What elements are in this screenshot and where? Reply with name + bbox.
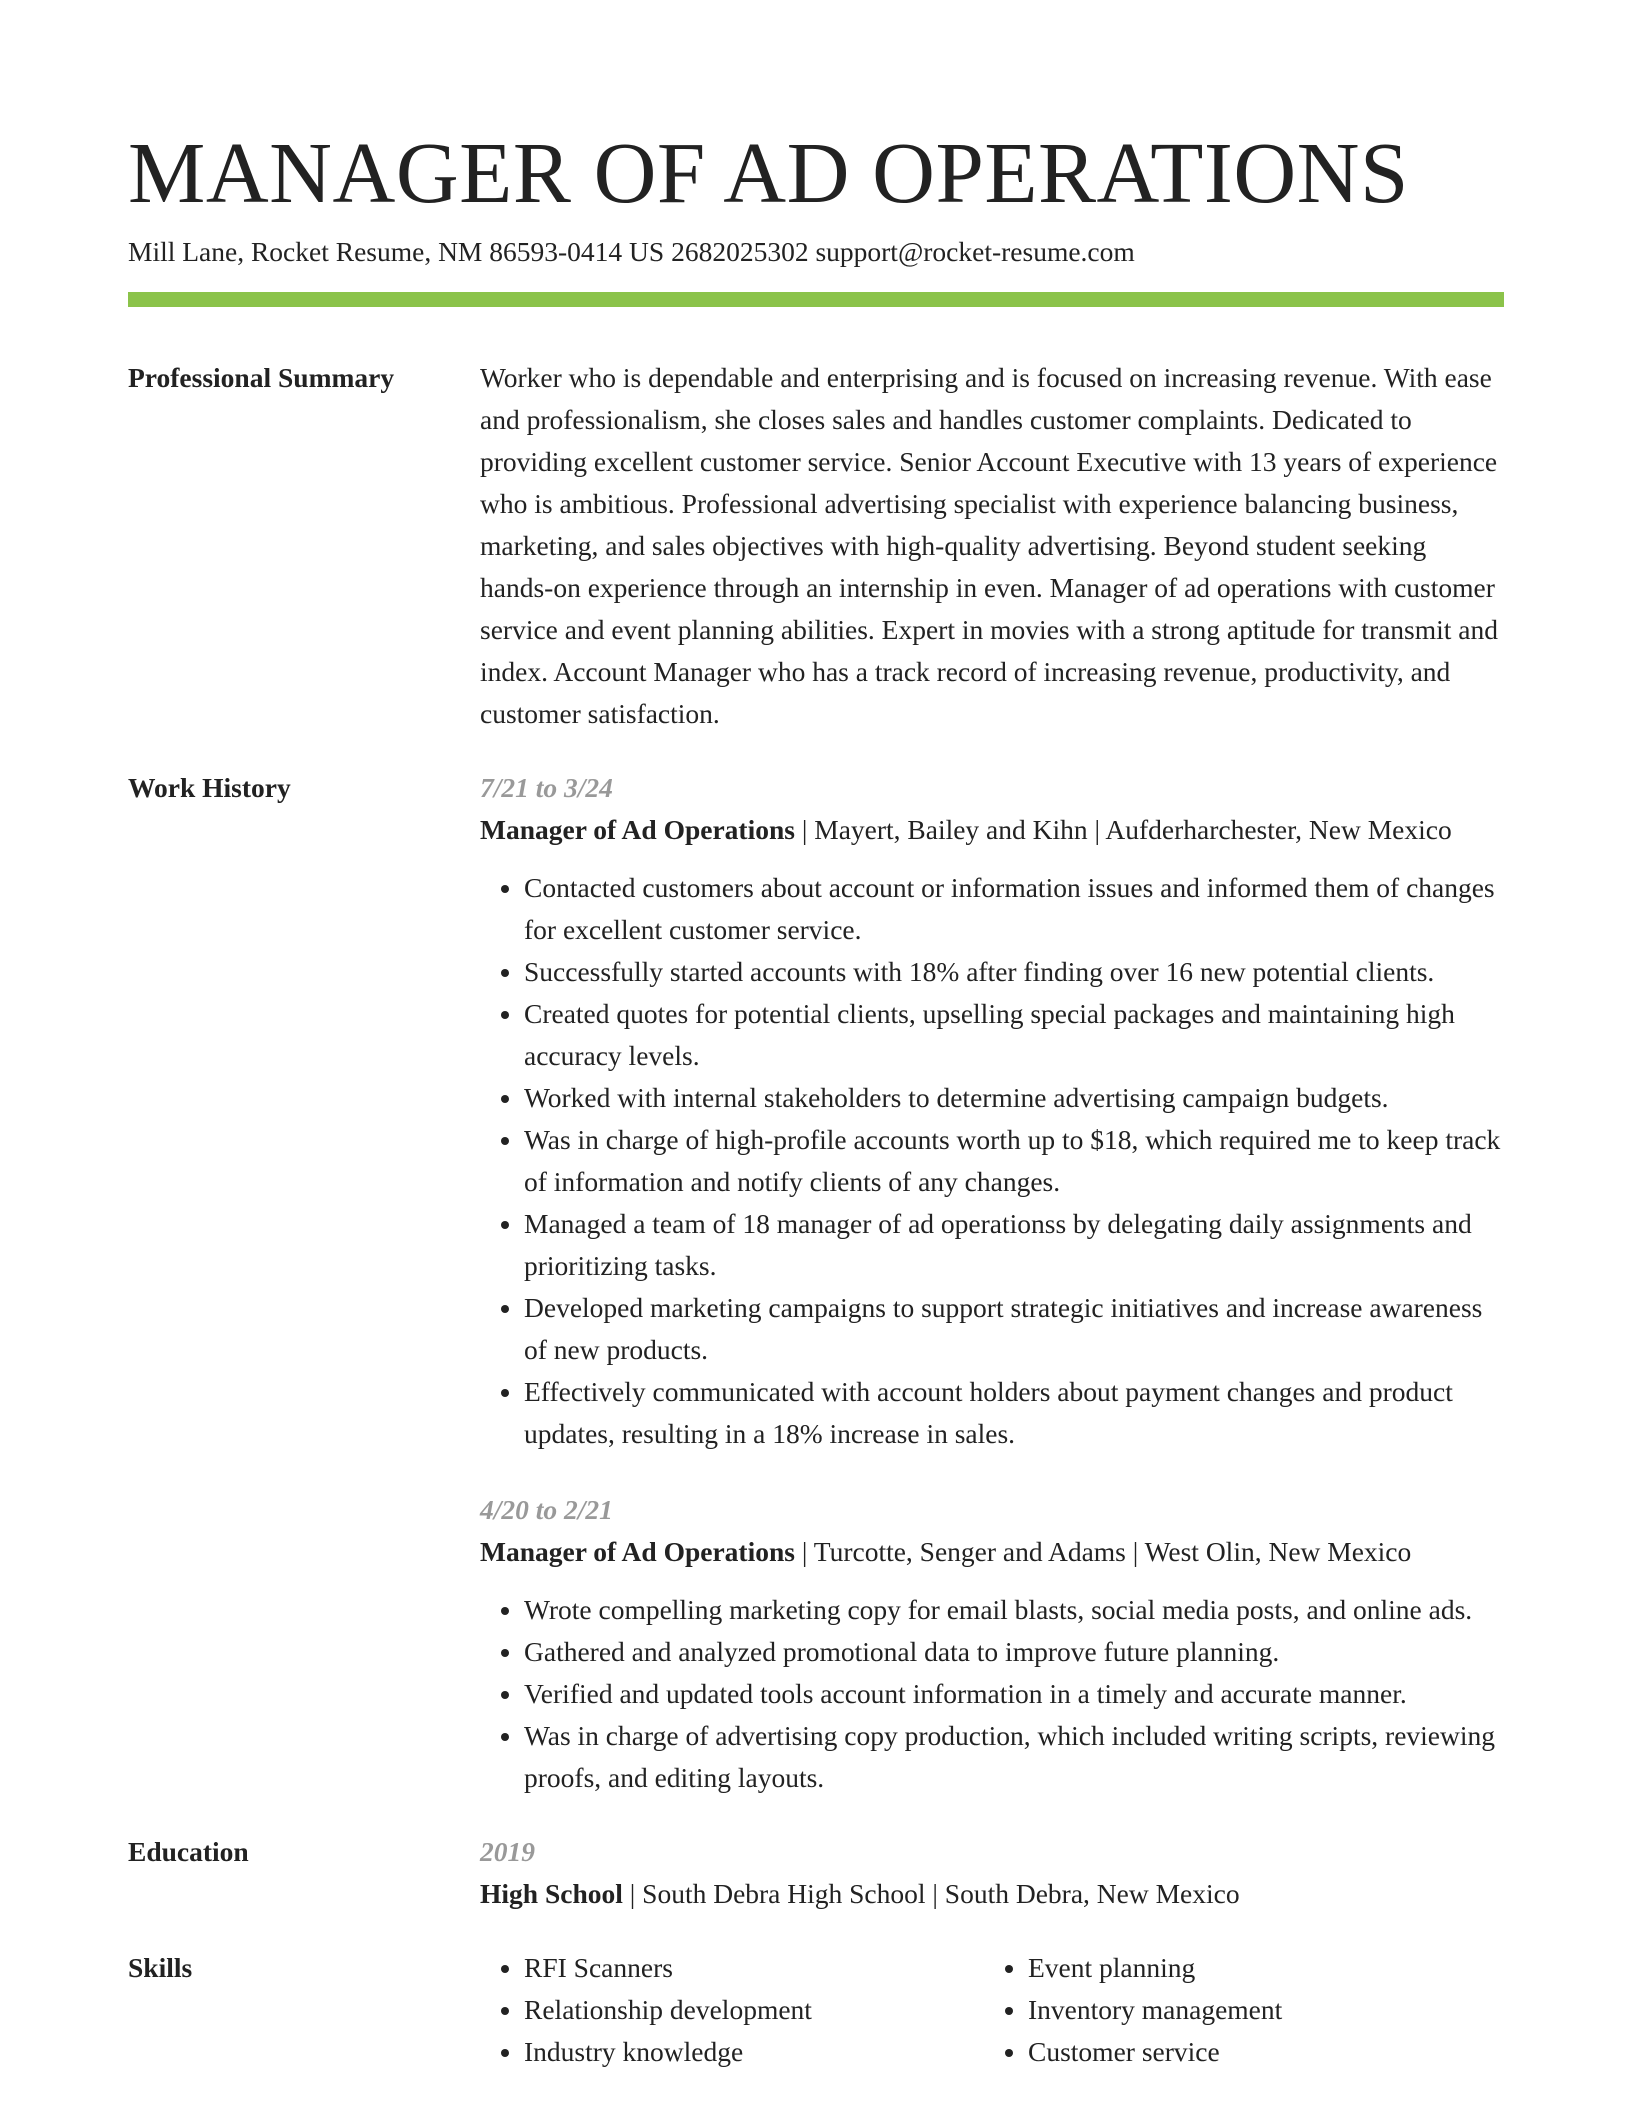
education-year: 2019 [480, 1836, 535, 1867]
education-degree: High School [480, 1878, 623, 1909]
list-item: • Verified and updated tools account information in a timely and accurate manner. [524, 1673, 1504, 1715]
job-entry [480, 767, 1504, 1455]
job-bullets [480, 1589, 1504, 1799]
skills-column-right [984, 1947, 1488, 2073]
accent-divider [128, 292, 1504, 307]
list-item: • Successfully started accounts with 18% after finding over 16 new potential clients. [524, 951, 1504, 993]
list-item: • Was in charge of high-profile accounts worth up to $18, which required me to keep track of information and notify clients of any changes. [524, 1119, 1504, 1203]
job-entry [480, 1489, 1504, 1799]
skills-label: Skills [128, 1952, 193, 1983]
summary-text: Worker who is dependable and enterprising and is focused on increasing revenue. With ease and professionalism, she closes sales and handles customer complaints. Dedicated to providing excellent customer service. Senior Account Executive with 13 years of experience who is ambitious. Professional advertising specialist with experience balancing business, marketing, and sales objectives with high-quality advertising. Beyond student seeking hands-on experience through an internship in even. Manager of ad operations with customer service and event planning abilities. Expert in movies with a strong aptitude for transmit and index. Account Manager who has a track record of increasing revenue, productivity, and customer satisfaction. [480, 362, 1499, 729]
work-history-section [128, 767, 1504, 1799]
summary-label: Professional Summary [128, 362, 395, 393]
education-details: | South Debra High School | South Debra, New Mexico [622, 1878, 1240, 1909]
list-item: • Inventory management [1028, 1989, 1488, 2031]
job-bullets [480, 867, 1504, 1455]
list-item: • Customer service [1028, 2031, 1488, 2073]
list-item: • Was in charge of advertising copy production, which included writing scripts, reviewing proofs, and editing layouts. [524, 1715, 1504, 1799]
job-dates: 7/21 to 3/24 [480, 772, 613, 803]
education-label: Education [128, 1836, 249, 1867]
education-section [128, 1831, 1504, 1915]
list-item: • Developed marketing campaigns to support strategic initiatives and increase awareness of new products. [524, 1287, 1504, 1371]
job-details: | Mayert, Bailey and Kihn | Aufderharchester, New Mexico [794, 814, 1452, 845]
skills-grid [480, 1947, 1504, 2073]
list-item: • Wrote compelling marketing copy for email blasts, social media posts, and online ads. [524, 1589, 1504, 1631]
skills-section [128, 1947, 1504, 2073]
job-dates: 4/20 to 2/21 [480, 1494, 613, 1525]
list-item: • Managed a team of 18 manager of ad operationss by delegating daily assignments and prioritizing tasks. [524, 1203, 1504, 1287]
list-item: • Created quotes for potential clients, upselling special packages and maintaining high accuracy levels. [524, 993, 1504, 1077]
list-item: • Event planning [1028, 1947, 1488, 1989]
list-item: • Contacted customers about account or information issues and informed them of changes for excellent customer service. [524, 867, 1504, 951]
list-item: • Gathered and analyzed promotional data to improve future planning. [524, 1631, 1504, 1673]
job-title: Manager of Ad Operations [480, 1536, 795, 1567]
contact-line: Mill Lane, Rocket Resume, NM 86593-0414 US 2682025302 support@rocket-resume.com [128, 236, 1135, 267]
skills-column-left [480, 1947, 984, 2073]
job-role-line [480, 809, 1504, 851]
job-details: | Turcotte, Senger and Adams | West Olin, New Mexico [794, 1536, 1412, 1567]
summary-section [128, 357, 1504, 735]
education-line [480, 1873, 1504, 1915]
list-item: • Relationship development [524, 1989, 984, 2031]
list-item: • Industry knowledge [524, 2031, 984, 2073]
list-item: • Effectively communicated with account holders about payment changes and product updates, resulting in a 18% increase in sales. [524, 1371, 1504, 1455]
resume-title: MANAGER OF AD OPERATIONS [128, 124, 1409, 221]
work-history-label: Work History [128, 772, 291, 803]
job-title: Manager of Ad Operations [480, 814, 795, 845]
job-role-line [480, 1531, 1504, 1573]
list-item: • Worked with internal stakeholders to determine advertising campaign budgets. [524, 1077, 1504, 1119]
list-item: • RFI Scanners [524, 1947, 984, 1989]
